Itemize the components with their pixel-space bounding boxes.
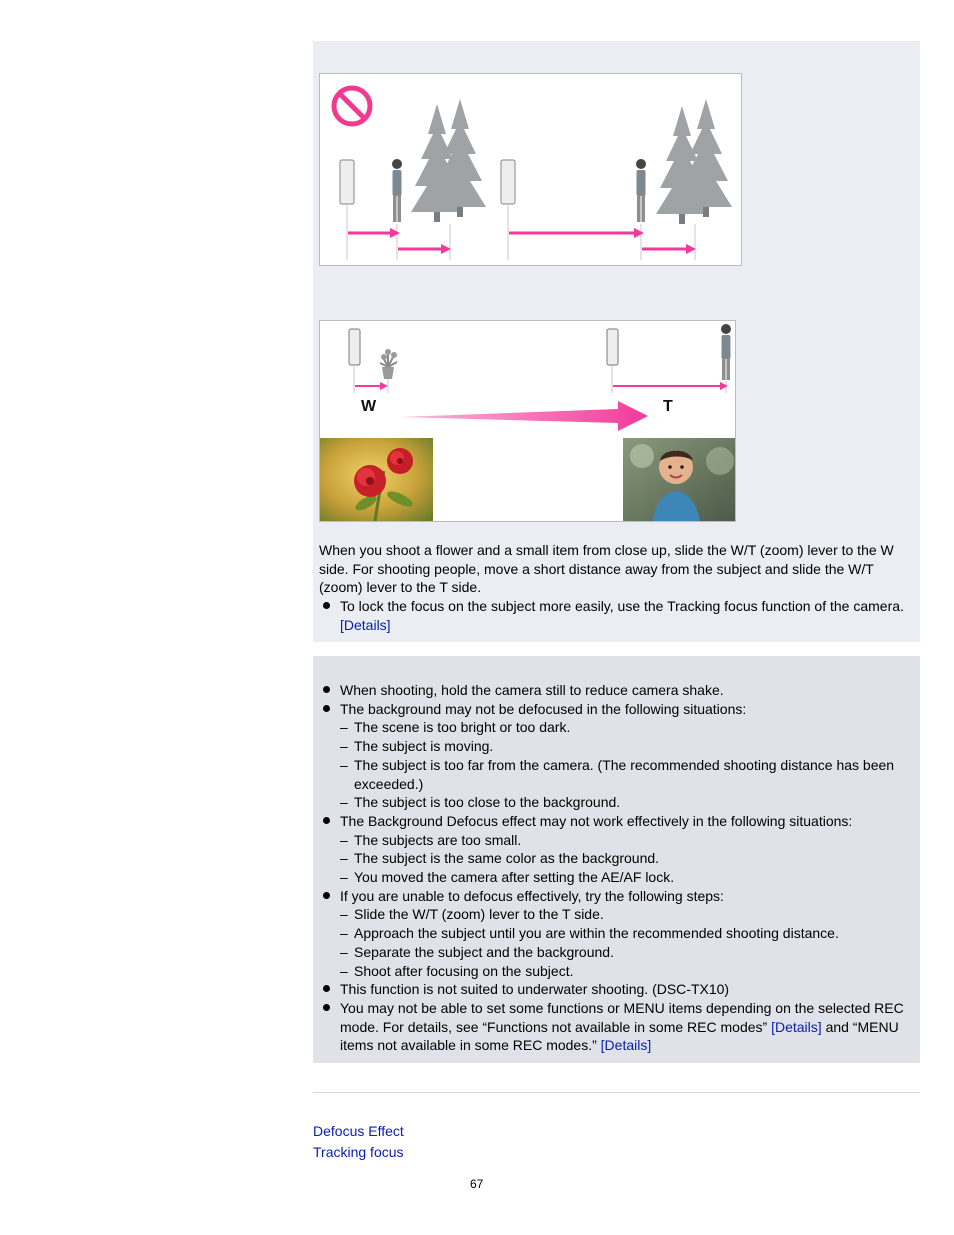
potted-plant-icon (380, 349, 397, 379)
arrow-subject-to-background-far (642, 244, 696, 254)
list-item (319, 887, 916, 981)
sub-list-item: – The subject is too far from the camera. (The recommended shooting distance has been exceeded.) (340, 756, 895, 792)
note-rec-modes: You may not be able to set some functions or MENU items depending on the selected REC mode. For details, see “Functions not available in some REC modes” (340, 999, 904, 1035)
details-link-tracking[interactable]: [Details] (340, 616, 391, 633)
note-camera-shake: When shooting, hold the camera still to reduce camera shake. (340, 682, 724, 698)
notes-list (319, 681, 916, 1055)
red-flower-photo (320, 438, 433, 521)
note-not-defocused: The background may not be defocused in the following situations: (340, 700, 747, 717)
arrow-camera-to-subject (348, 228, 400, 238)
prohibited-icon (334, 88, 370, 124)
bad-distance-illustration (320, 74, 741, 265)
bullet-icon (323, 705, 330, 712)
arrow-subject-to-background (398, 244, 451, 254)
tracking-focus-tip: To lock the focus on the subject more easily, use the Tracking focus function of the camera. (340, 598, 904, 614)
page-number: 67 (470, 1177, 484, 1191)
list-item (319, 980, 916, 999)
child-portrait-photo (623, 438, 735, 521)
zoom-tip-paragraph: When you shoot a flower and a small item from close up, slide the W/T (zoom) lever to the W side. For shooting people, move a short distance away from the subject and slide the W/T (zoom) lever to the T side. (319, 542, 894, 596)
details-link-functions[interactable]: [Details] (771, 1018, 822, 1035)
notes-panel (313, 656, 920, 1063)
sub-list (340, 718, 916, 812)
related-link-defocus-effect[interactable]: Defocus Effect (313, 1123, 404, 1139)
list-item (319, 700, 916, 812)
arrow-camera-to-subject-far (509, 228, 644, 238)
sub-list-item: – The scene is too bright or too dark. (340, 719, 571, 736)
sub-list-item: – The subjects are too small. (340, 831, 522, 848)
section-divider (313, 1092, 920, 1093)
sub-list-item: – Shoot after focusing on the subject. (340, 962, 574, 979)
tips-bullet-list (319, 597, 916, 634)
sub-list-item: – The subject is too close to the background. (340, 794, 621, 811)
sub-list-item: – Separate the subject and the background. (340, 943, 614, 960)
figure-zoom-example (319, 320, 736, 522)
wide-label: W (361, 398, 377, 415)
note-underwater: This function is not suited to underwater shooting. (DSC-TX10) (340, 981, 730, 998)
list-item (319, 597, 916, 634)
zoom-illustration (320, 321, 735, 521)
bullet-icon (323, 985, 330, 992)
sub-list-item: – Slide the W/T (zoom) lever to the T side. (340, 906, 604, 923)
list-item (319, 681, 916, 700)
bullet-icon (323, 1004, 330, 1011)
related-link-tracking-focus[interactable]: Tracking focus (313, 1144, 404, 1160)
bullet-icon (323, 686, 330, 693)
tele-label: T (663, 398, 673, 415)
sub-list (340, 905, 916, 980)
bullet-icon (323, 892, 330, 899)
sub-list-item: – Approach the subject until you are within the recommended shooting distance. (340, 925, 839, 942)
list-item (319, 812, 916, 887)
details-link-menu-items[interactable]: [Details] (600, 1037, 652, 1054)
person-icon (721, 324, 731, 380)
sub-list-item: – The subject is moving. (340, 738, 494, 755)
tips-panel (313, 41, 920, 642)
list-item: You may not be able to set some functions or MENU items depending on the selected REC mode. For details, see “Functions not available in some REC modes” [Details] and “MENU items not available in some REC modes.” [Details] (319, 999, 916, 1055)
wide-to-tele-arrow (400, 401, 648, 431)
sub-list-item: – You moved the camera after setting the AE/AF lock. (340, 869, 675, 886)
bullet-icon (323, 817, 330, 824)
sub-list (340, 831, 916, 887)
bullet-icon (323, 602, 330, 609)
note-try-steps: If you are unable to defocus effectively, try the following steps: (340, 887, 724, 904)
note-not-effective: The Background Defocus effect may not work effectively in the following situations: (340, 812, 853, 829)
figure-bad-example (319, 73, 742, 266)
sub-list-item: – The subject is the same color as the background. (340, 850, 660, 867)
